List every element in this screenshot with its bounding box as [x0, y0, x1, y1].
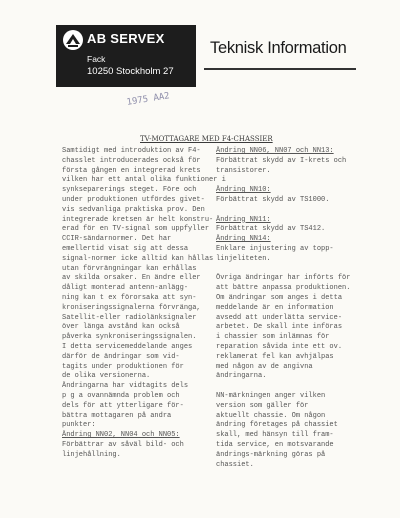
change-heading: Ändring NN02, NN04 och NN05:	[62, 431, 180, 440]
company-address-line-1: Fack	[87, 54, 106, 64]
text-line: skall, med hänsyn till fram-	[216, 431, 334, 440]
text-line: med någon av de angivna	[216, 362, 313, 371]
text-line: linjeliteten.	[216, 254, 271, 263]
text-line: ändring företages på chassiet	[216, 421, 338, 430]
paragraph-gap	[216, 382, 366, 392]
text-line: dels för att ytterligare för-	[62, 401, 184, 410]
text-line: ning kan t ex förorsaka att syn-	[62, 293, 197, 302]
text-line: de olika versionerna.	[62, 372, 151, 381]
text-line: reklamerat fel kan avhjälpas	[216, 352, 334, 361]
change-heading: Ändring NN11:	[216, 215, 271, 224]
text-line: dåligt monterad antenn-anlägg-	[62, 284, 189, 293]
text-line: meddelande är en information	[216, 303, 334, 312]
servex-logo-icon	[62, 29, 84, 51]
text-line: i chassier som inlämnas för	[216, 333, 330, 342]
text-line: Övriga ändringar har införts för	[216, 274, 351, 283]
text-line: aktuellt chassie. Om någon	[216, 411, 326, 420]
text-line: Förbättrat skydd av TS412.	[216, 225, 326, 234]
text-line: NN-märkningen anger vilken	[216, 391, 326, 400]
text-line: ändringarna.	[216, 372, 267, 381]
text-line: vilken har ett antal olika funktioner i	[62, 176, 226, 185]
paragraph-gap	[216, 265, 366, 275]
text-line: att bättre anpassa produktionen.	[216, 284, 351, 293]
paragraph-gap	[216, 176, 366, 186]
text-line: Om ändringar som anges i detta	[216, 293, 343, 302]
change-heading: Ändring NN14:	[216, 235, 271, 244]
text-line: chasslet introducerades också för	[62, 156, 201, 165]
text-line: kroniseringssignalerna förvränga,	[62, 303, 201, 312]
text-line: erad för en TV-signal som uppfyller	[62, 225, 210, 234]
text-line: Ändringarna har vidtagits dels	[62, 382, 189, 391]
text-line: utan förvrängningar kan erhållas	[62, 264, 197, 273]
text-line: Förbättrat skydd av I-krets och	[216, 156, 347, 165]
text-line: signal-normer icke alltid kan hållas	[62, 254, 214, 263]
company-address-line-2: 10250 Stockholm 27	[87, 66, 174, 77]
text-line: Samtidigt med introduktion av F4-	[62, 147, 201, 155]
text-line: synkseparerings steget. Före och	[62, 186, 197, 195]
text-line: Enklare injustering av topp-	[216, 244, 334, 253]
text-line: bättra mottagaren på andra	[62, 411, 172, 420]
change-heading: Ändring NN10:	[216, 186, 271, 195]
company-name: AB SERVEX	[87, 31, 165, 46]
text-line: integrerade kretsen är helt konstru-	[62, 215, 214, 224]
text-line: Förbättrar av såväl bild- och	[62, 440, 184, 449]
text-line: tida service, en motsvarande	[216, 440, 334, 449]
text-line: av skilda orsaker. En ändre eller	[62, 274, 201, 283]
text-line: transistorer.	[216, 166, 271, 175]
text-line: påverka synkroniseringssignalen.	[62, 333, 197, 342]
paragraph-gap	[216, 206, 366, 216]
text-line: CCIR-sändarnormer. Det har	[62, 235, 172, 244]
text-line: punkter:	[62, 421, 96, 430]
header-title: Teknisk Information	[210, 39, 347, 57]
text-line: tagits under produktionen för	[62, 362, 184, 371]
text-line: emellertid visat sig att dessa	[62, 244, 189, 253]
text-line: därför de ändringar som vid-	[62, 352, 180, 361]
text-line: avsedd att underlätta service-	[216, 313, 343, 322]
text-line: chassiet.	[216, 460, 254, 469]
text-line: vis sedvanliga praktiska prov. Den	[62, 205, 205, 214]
text-line: reparation såvida inte ett ov.	[216, 342, 343, 351]
text-line: I detta servicemeddelande anges	[62, 342, 193, 351]
right-text-column	[216, 147, 366, 470]
date-stamp: 1975 AA2	[126, 91, 171, 108]
text-line: linjehållning.	[62, 450, 121, 459]
change-heading: Ändring NN06, NN07 och NN13:	[216, 147, 334, 155]
text-line: ändrings-märkning göras på	[216, 450, 326, 459]
text-line: p g a ovannämnda problem och	[62, 391, 180, 400]
left-text-column	[62, 147, 226, 461]
text-line: över länga avstånd kan också	[62, 323, 180, 332]
text-line: arbetet. De skall inte införas	[216, 323, 343, 332]
text-line: Satellit-eller radiolänksignaler	[62, 313, 197, 322]
text-line: Förbättrat skydd av TS1000.	[216, 195, 330, 204]
text-line: första gången en integrerad krets	[62, 166, 201, 175]
company-logo-box	[56, 25, 196, 87]
text-line: version som gäller för	[216, 401, 309, 410]
header-divider	[204, 68, 356, 70]
text-line: under produktionen utfördes givet-	[62, 195, 205, 204]
document-title: TV-MOTTAGARE MED F4-CHASSIER	[140, 135, 273, 143]
